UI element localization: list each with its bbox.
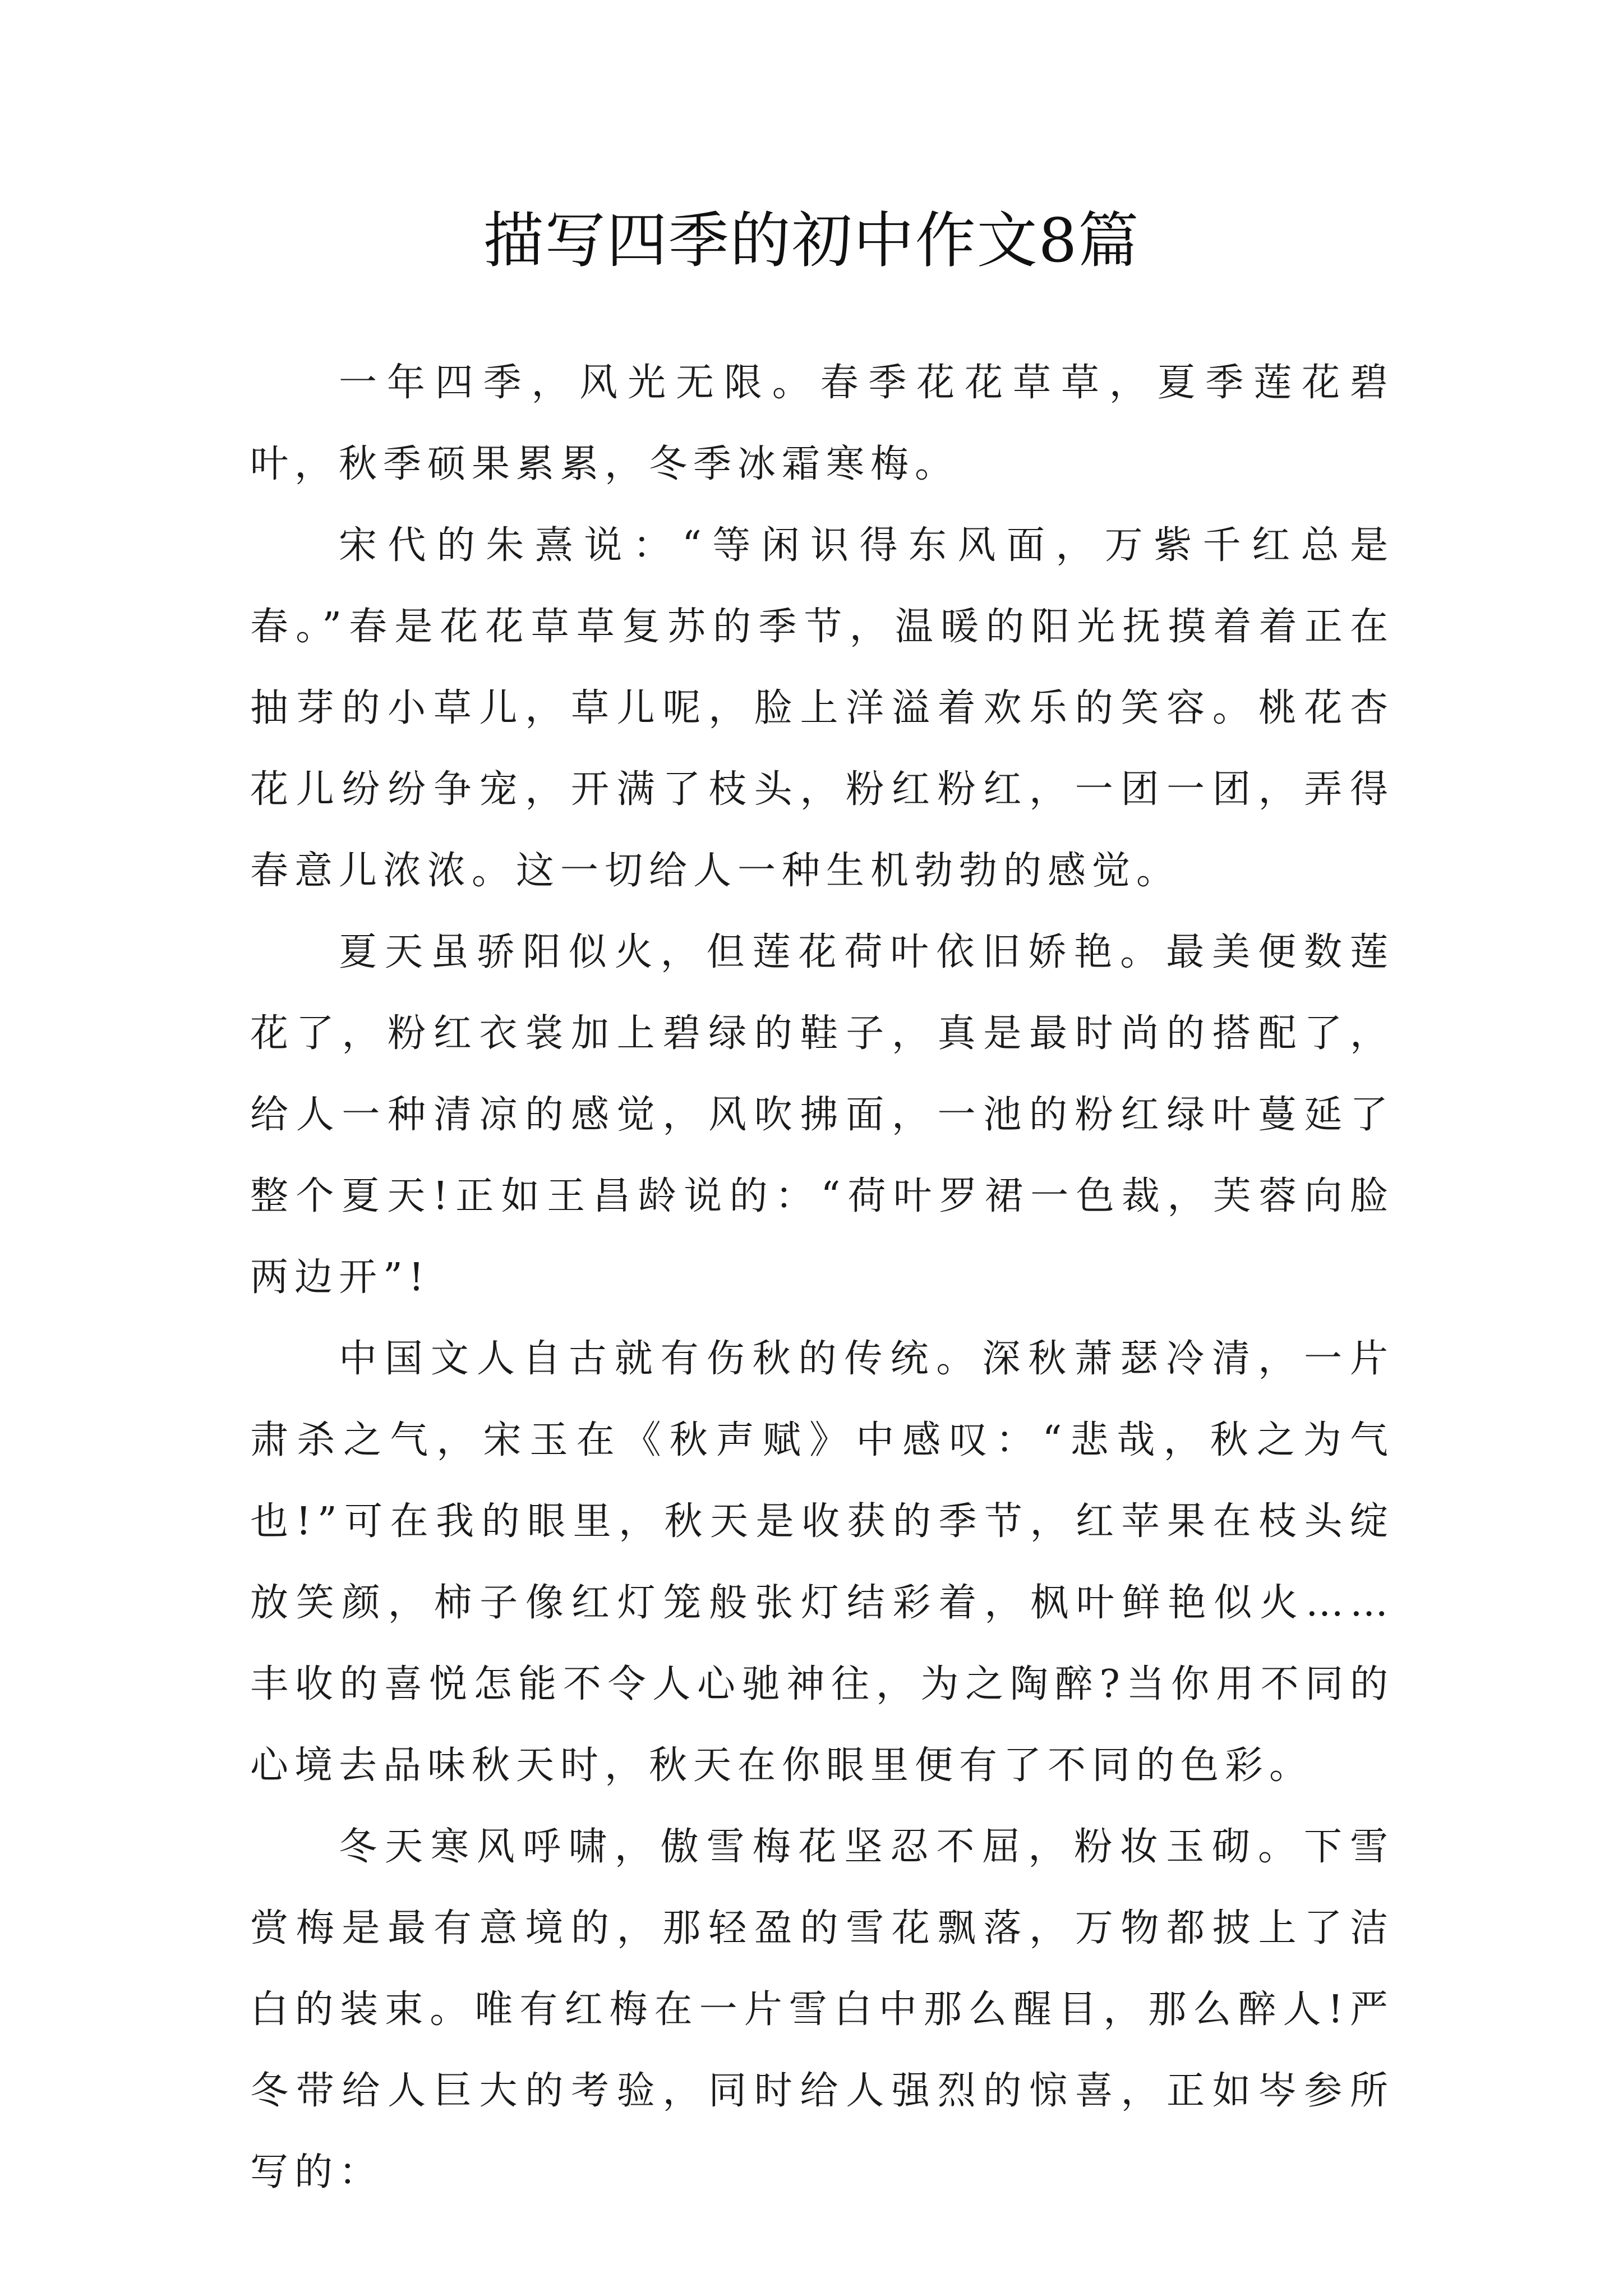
paragraph-summer: 夏天虽骄阳似火，但莲花荷叶依旧娇艳。最美便数莲花了，粉红衣裳加上碧绿的鞋子，真是最时尚的搭配了，给人一种清凉的感觉，风吹拂面，一池的粉红绿叶蔓延了整个夏天!正如王昌龄说的：“荷叶罗裙一色裁，芙蓉向脸两边开”!: [250, 930, 1394, 1300]
document-body: [250, 342, 1394, 2213]
document-title: 描写四季的初中作文8篇: [483, 206, 1140, 276]
paragraph-autumn: 中国文人自古就有伤秋的传统。深秋萧瑟冷清，一片肃杀之气，宋玉在《秋声赋》中感叹：“悲哉，秋之为气也!”可在我的眼里，秋天是收获的季节，红苹果在枝头绽放笑颜，柿子像红灯笼般张灯结彩着，枫叶鲜艳似火……丰收的喜悦怎能不令人心驰神往，为之陶醉?当你用不同的心境去品味秋天时，秋天在你眼里便有了不同的色彩。: [250, 1337, 1394, 1788]
paragraph-winter: 冬天寒风呼啸，傲雪梅花坚忍不屈，粉妆玉砌。下雪赏梅是最有意境的，那轻盈的雪花飘落，万物都披上了洁白的装束。唯有红梅在一片雪白中那么醒目，那么醉人!严冬带给人巨大的考验，同时给人强烈的惊喜，正如岑参所写的：: [250, 1825, 1394, 2194]
paragraph-intro: 一年四季，风光无限。春季花花草草，夏季莲花碧叶，秋季硕果累累，冬季冰霜寒梅。: [250, 361, 1394, 486]
paragraph-spring: 宋代的朱熹说：“等闲识得东风面，万紫千红总是春。”春是花花草草复苏的季节，温暖的阳光抚摸着着正在抽芽的小草儿，草儿呢，脸上洋溢着欢乐的笑容。桃花杏花儿纷纷争宠，开满了枝头，粉红粉红，一团一团，弄得春意儿浓浓。这一切给人一种生机勃勃的感觉。: [250, 523, 1394, 893]
